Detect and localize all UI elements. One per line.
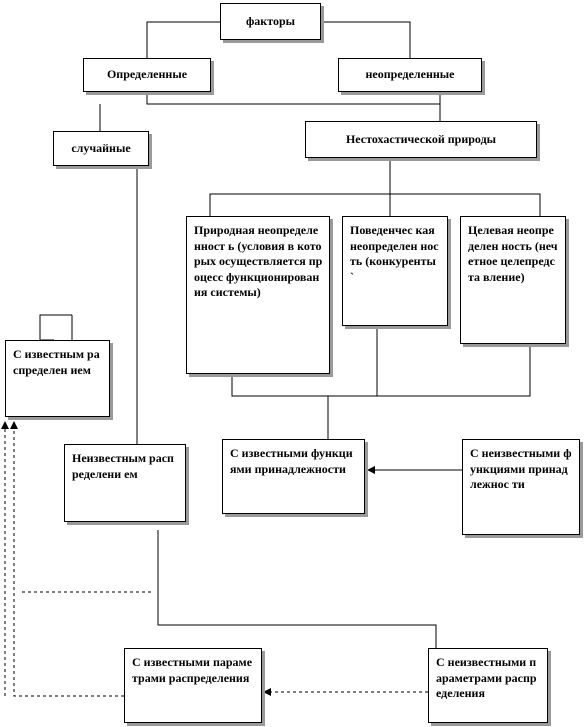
- node-known-params-label: С известными параметрами распределения: [132, 655, 253, 685]
- line-three-branch: [210, 194, 540, 216]
- node-unknown-params: [428, 648, 548, 723]
- line-level1-collector: [147, 92, 440, 104]
- node-factors: [220, 3, 321, 40]
- node-known-distribution-label: С известным распределен ием: [13, 347, 100, 377]
- line-to-known-distribution: [40, 315, 72, 340]
- node-known-membership-label: С известными функциями принадлежности: [230, 446, 353, 476]
- node-defined: [83, 58, 211, 92]
- node-random-label: случайные: [71, 140, 131, 155]
- node-target-uncertainty: [460, 216, 566, 344]
- node-target-uncertainty-label: Целевая неопределен ность (нечетное целепредста вление): [468, 223, 558, 284]
- node-natural-uncertainty-label: Природная неопределенност ь (условия в которых осуществляется процесс функционирован ия системы): [194, 223, 323, 300]
- node-defined-label: Определенные: [106, 67, 188, 82]
- line-unknown-dist-to-unknown-params: [158, 530, 436, 648]
- node-natural-uncertainty: [186, 216, 330, 374]
- node-nonstochastic-label: Нестохастической природы: [345, 131, 497, 146]
- node-unknown-distribution-label: Неизвестным распределени ем: [72, 451, 174, 481]
- node-known-membership: [222, 439, 365, 514]
- node-nonstochastic: [305, 121, 537, 158]
- node-unknown-distribution: [64, 444, 186, 522]
- node-unknown-params-label: С неизвестными параметрами распределения: [436, 655, 537, 701]
- node-undefined: [338, 58, 482, 92]
- node-known-params: [124, 648, 262, 723]
- node-behavioral-uncertainty-label: Поведенчес кая неопределен ность (конкуренты `: [350, 223, 439, 284]
- line-factors-undefined: [321, 22, 410, 58]
- node-unknown-membership-label: С неизвестными функциями принадлежнос ти: [470, 446, 572, 492]
- node-factors-label: факторы: [246, 13, 295, 28]
- node-undefined-label: неопределенные: [365, 67, 455, 82]
- line-factors-defined: [147, 22, 220, 58]
- node-unknown-membership: [462, 439, 580, 535]
- node-random: [53, 131, 149, 166]
- node-known-distribution: [5, 340, 110, 417]
- node-behavioral-uncertainty: [342, 216, 448, 326]
